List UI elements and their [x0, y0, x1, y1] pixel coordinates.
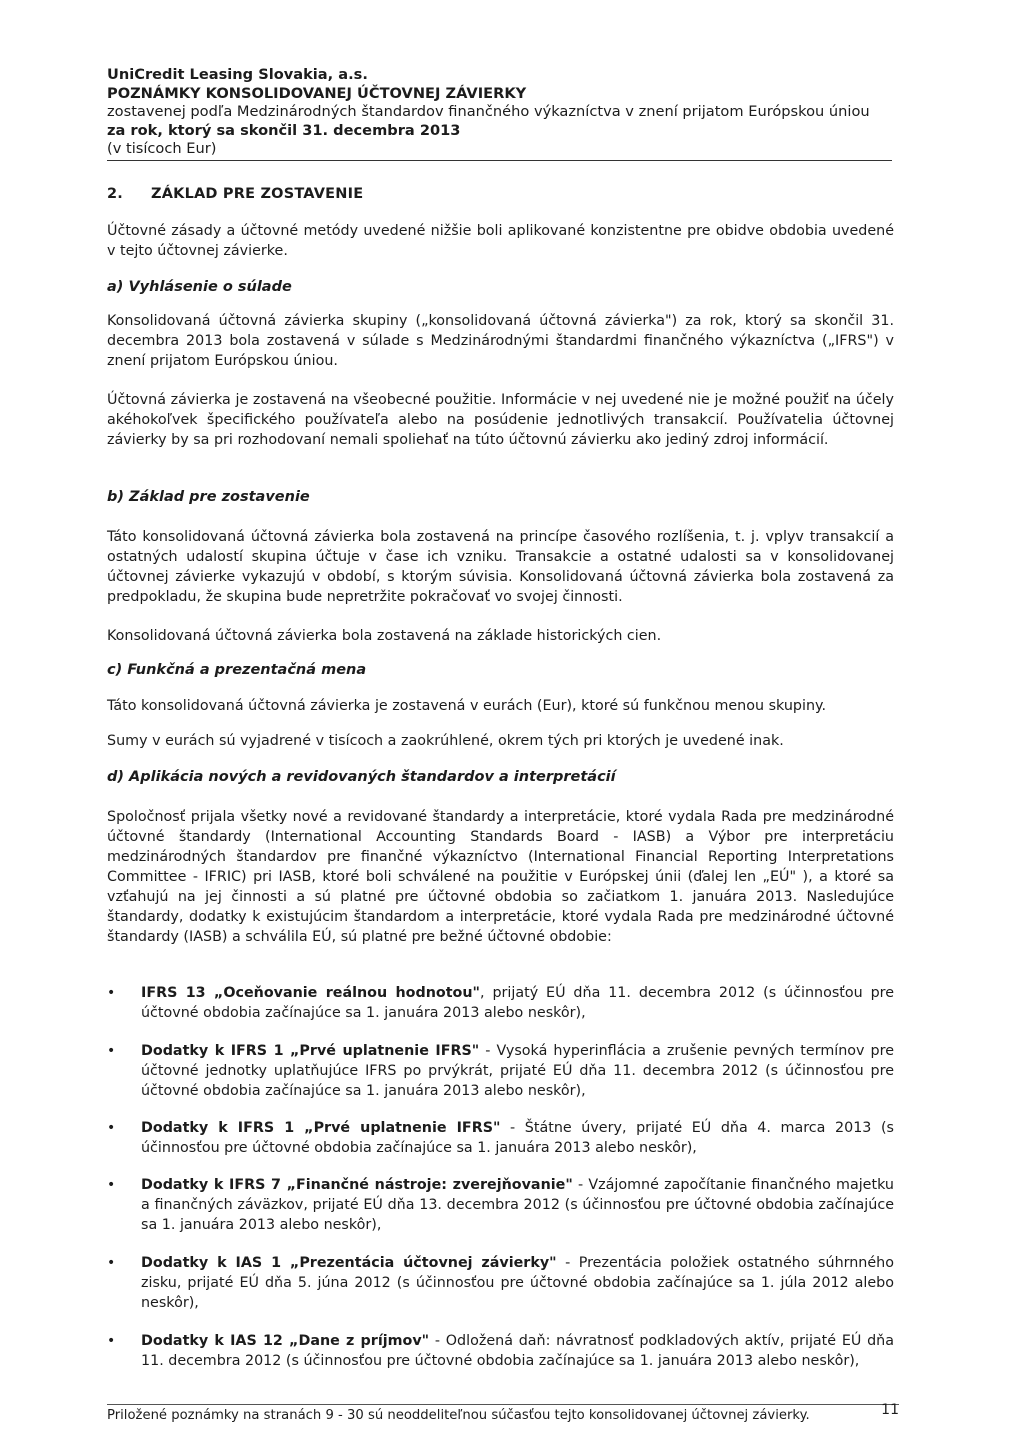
section-number: 2. [107, 185, 123, 202]
standard-name: Dodatky k IFRS 1 „Prvé uplatnenie IFRS" [141, 1119, 501, 1136]
subsection-a-paragraph-2: Účtovná závierka je zostavená na všeobecné použitie. Informácie v nej uvedené nie je možné použiť na účely akéhokoľvek špecifického používateľa alebo na posúdenie jednotlivých transakcií. Používatelia účtovnej závierky by sa pri rozhodovaní nemali spoliehať na túto účtovnú závierku ako jediný zdroj informácií. [107, 391, 894, 448]
subsection-d-heading: d) Aplikácia nových a revidovaných štandardov a interpretácií [107, 768, 616, 785]
bullet-icon: • [107, 1254, 116, 1271]
bullet-icon: • [107, 984, 116, 1001]
standard-description: , prijatý EÚ dňa 11. decembra 2012 (s účinnosťou pre účtovné obdobia začínajúce sa 1. januára 2013 alebo neskôr), [141, 984, 894, 1021]
page-footer [107, 1404, 899, 1423]
bullet-icon: • [107, 1176, 116, 1193]
subsection-b-paragraph-1: Táto konsolidovaná účtovná závierka bola zostavená na princípe časového rozlíšenia, t. j. vplyv transakcií a ostatných udalostí skupina účtuje v čase ich vzniku. Transakcie a ostatné udalosti sa v konsolidovanej účtovnej závierke vykazujú v období, s ktorým súvisia. Konsolidovaná účtovná závierka bola zostavená za predpokladu, že skupina bude nepretržite pokračovať vo svojej činnosti. [107, 528, 894, 605]
subsection-d-paragraph-1: Spoločnosť prijala všetky nové a revidované štandardy a interpretácie, ktoré vydala Rada pre medzinárodné účtovné štandardy (International Accounting Standards Board - IASB) a Výbor pre interpretáciu medzinárodných štandardov pre finančné výkazníctvo (International Financial Reporting Interpretations Committee - IFRIC) pri IASB, ktoré boli schválené na použitie v Európskej únii (ďalej len „EÚ" ), a ktoré sa vzťahujú na jej činnosti a sú platné pre účtovné obdobia so začiatkom 1. januára 2013. Nasledujúce štandardy, dodatky k existujúcim štandardom a interpretácie, ktoré vydala Rada pre medzinárodné účtovné štandardy (IASB) a schválila EÚ, sú platné pre bežné účtovné obdobie: [107, 808, 894, 945]
page-number: 11 [881, 1402, 899, 1418]
bullet-icon: • [107, 1119, 116, 1136]
standard-name: Dodatky k IAS 12 „Dane z príjmov" [141, 1332, 430, 1349]
standard-description: - Prezentácia položiek ostatného súhrnného zisku, prijaté EÚ dňa 5. júna 2012 (s účinnosťou pre účtovné obdobia začínajúce sa 1. júla 2012 alebo neskôr), [141, 1254, 894, 1311]
standard-name: IFRS 13 „Oceňovanie reálnou hodnotou" [141, 984, 481, 1001]
list-item [107, 1118, 894, 1158]
bullet-icon: • [107, 1042, 116, 1059]
standard-name: Dodatky k IFRS 7 „Finančné nástroje: zverejňovanie" [141, 1176, 573, 1193]
standard-description: - Vzájomné započítanie finančného majetku a finančných záväzkov, prijaté EÚ dňa 13. decembra 2012 (s účinnosťou pre účtovné obdobia začínajúce sa 1. januára 2013 alebo neskôr), [141, 1176, 894, 1233]
reporting-period: za rok, ktorý sa skončil 31. decembra 2013 [107, 121, 461, 139]
subsection-c-paragraph-1: Táto konsolidovaná účtovná závierka je zostavená v eurách (Eur), ktoré sú funkčnou menou skupiny. [107, 697, 827, 714]
subsection-a-heading: a) Vyhlásenie o súlade [107, 278, 292, 295]
standards-list [107, 983, 894, 1371]
reporting-basis: zostavenej podľa Medzinárodných štandardov finančného výkazníctva v znení prijatom Európskou úniou [107, 103, 870, 121]
section-intro: Účtovné zásady a účtovné metódy uvedené nižšie boli aplikované konzistentne pre obidve obdobia uvedené v tejto účtovnej závierke. [107, 222, 894, 259]
standard-description: - Štátne úvery, prijaté EÚ dňa 4. marca 2013 (s účinnosťou pre účtovné obdobia začínajúce sa 1. januára 2013 alebo neskôr), [141, 1119, 895, 1156]
subsection-a-paragraph-1: Konsolidovaná účtovná závierka skupiny („konsolidovaná účtovná závierka") za rok, ktorý sa skončil 31. decembra 2013 bola zostavená v súlade s Medzinárodnými štandardmi finančného výkazníctva („IFRS") v znení prijatom Európskou úniou. [107, 312, 894, 369]
list-item [107, 1253, 894, 1313]
header-divider [107, 160, 892, 161]
list-item [107, 1175, 894, 1235]
company-name: UniCredit Leasing Slovakia, a.s. [107, 66, 368, 83]
standard-description: - Odložená daň: návratnosť podkladových aktív, prijaté EÚ dňa 11. decembra 2012 (s účinnosťou pre účtovné obdobia začínajúce sa 1. januára 2013 alebo neskôr), [141, 1332, 894, 1369]
list-item [107, 1331, 894, 1371]
page-header [107, 66, 894, 161]
standard-name: Dodatky k IFRS 1 „Prvé uplatnenie IFRS" [141, 1042, 480, 1059]
document-page [107, 66, 894, 1371]
standard-name: Dodatky k IAS 1 „Prezentácia účtovnej závierky" [141, 1254, 557, 1271]
section-heading [107, 186, 894, 202]
footer-note: Priložené poznámky na stranách 9 - 30 sú neoddeliteľnou súčasťou tejto konsolidovanej účtovnej závierky. [107, 1408, 810, 1423]
bullet-icon: • [107, 1332, 116, 1349]
section-title: ZÁKLAD PRE ZOSTAVENIE [151, 185, 364, 202]
list-item [107, 1041, 894, 1101]
subsection-b-heading: b) Základ pre zostavenie [107, 488, 310, 505]
list-item [107, 983, 894, 1023]
document-title: POZNÁMKY KONSOLIDOVANEJ ÚČTOVNEJ ZÁVIERKY [107, 84, 527, 102]
subsection-c-heading: c) Funkčná a prezentačná mena [107, 661, 367, 678]
subsection-b-paragraph-2: Konsolidovaná účtovná závierka bola zostavená na základe historických cien. [107, 627, 662, 644]
subsection-c-paragraph-2: Sumy v eurách sú vyjadrené v tisícoch a zaokrúhlené, okrem tých pri ktorých je uvedené inak. [107, 732, 784, 749]
currency-unit: (v tisícoch Eur) [107, 140, 217, 158]
standard-description: - Vysoká hyperinflácia a zrušenie pevných termínov pre účtovné jednotky uplatňujúce IFRS po prvýkrát, prijaté EÚ dňa 11. decembra 2012 (s účinnosťou pre účtovné obdobia začínajúce sa 1. januára 2013 alebo neskôr), [141, 1042, 894, 1099]
